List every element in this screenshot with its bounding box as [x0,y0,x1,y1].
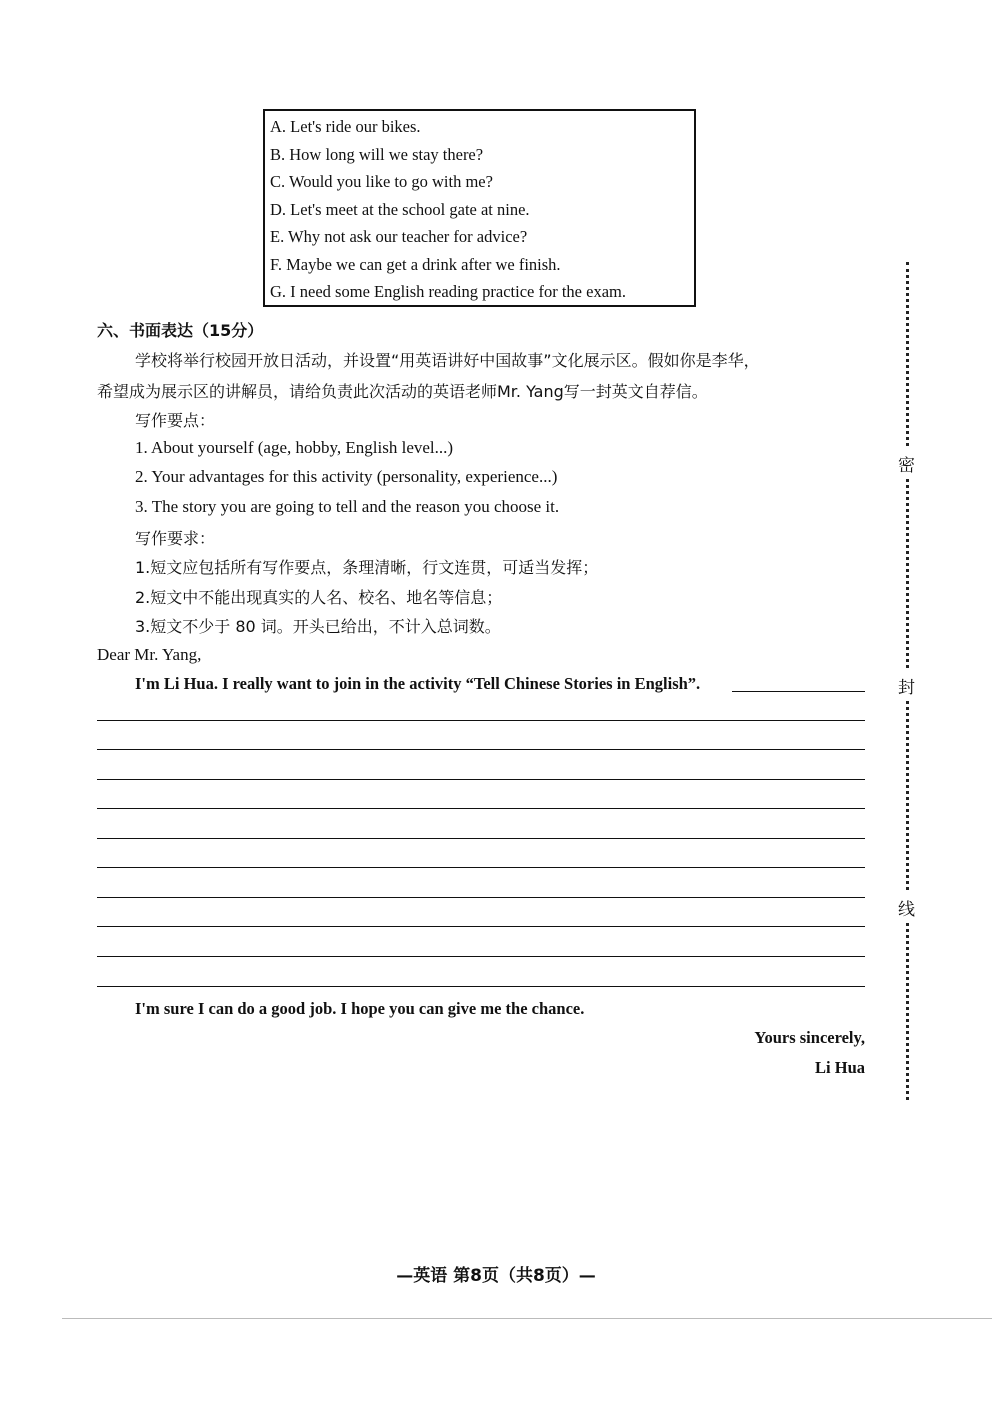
bottom-divider [62,1318,992,1319]
option-b: B. How long will we stay there? [270,145,484,164]
letter-greeting: Dear Mr. Yang, [97,645,202,664]
writing-line[interactable] [97,779,865,780]
option-a: A. Let's ride our bikes. [270,117,421,136]
points-title: 写作要点： [135,411,216,430]
writing-line[interactable] [97,867,865,868]
option-c: C. Would you like to go with me? [270,172,493,191]
letter-signoff: Yours sincerely, [754,1028,865,1047]
writing-line[interactable] [97,808,865,809]
option-f: F. Maybe we can get a drink after we finish. [270,255,561,274]
writing-line[interactable] [97,926,865,927]
letter-signature: Li Hua [815,1058,865,1077]
option-d: D. Let's meet at the school gate at nine. [270,200,530,219]
point-2: 2. Your advantages for this activity (personality, experience...) [135,467,558,486]
seal-mark-mi: 密 [898,448,915,479]
letter-closing: I'm sure I can do a good job. I hope you can give me the chance. [135,999,585,1018]
prompt-line-1: 学校将举行校园开放日活动，并设置“用英语讲好中国故事”文化展示区。假如你是李华， [135,351,760,370]
writing-line[interactable] [97,720,865,721]
writing-line[interactable] [97,897,865,898]
requirement-2: 2.短文中不能出现真实的人名、校名、地名等信息； [135,588,503,607]
requirement-3: 3.短文不少于 80 词。开头已给出，不计入总词数。 [135,617,501,636]
writing-line[interactable] [97,838,865,839]
writing-line[interactable] [97,956,865,957]
prompt-line-2: 希望成为展示区的讲解员，请给负责此次活动的英语老师Mr. Yang写一封英文自荐信。 [97,382,708,401]
options-box [263,109,696,307]
requirement-1: 1.短文应包括所有写作要点，条理清晰，行文连贯，可适当发挥； [135,558,599,577]
writing-line[interactable] [97,749,865,750]
point-1: 1. About yourself (age, hobby, English level...) [135,438,454,457]
section-heading: 六、书面表达（15分） [97,321,264,340]
page-footer: —英语 第8页（共8页）— [396,1266,596,1286]
seal-mark-feng: 封 [898,670,915,701]
seal-mark-xian: 线 [898,892,915,923]
option-e: E. Why not ask our teacher for advice? [270,227,528,246]
option-g: G. I need some English reading practice for the exam. [270,282,626,301]
point-3: 3. The story you are going to tell and the reason you choose it. [135,497,560,516]
writing-line[interactable] [97,986,865,987]
letter-opening: I'm Li Hua. I really want to join in the activity “Tell Chinese Stories in English”. [135,674,701,693]
requirements-title: 写作要求： [135,529,216,548]
writing-line-first[interactable] [732,691,865,692]
